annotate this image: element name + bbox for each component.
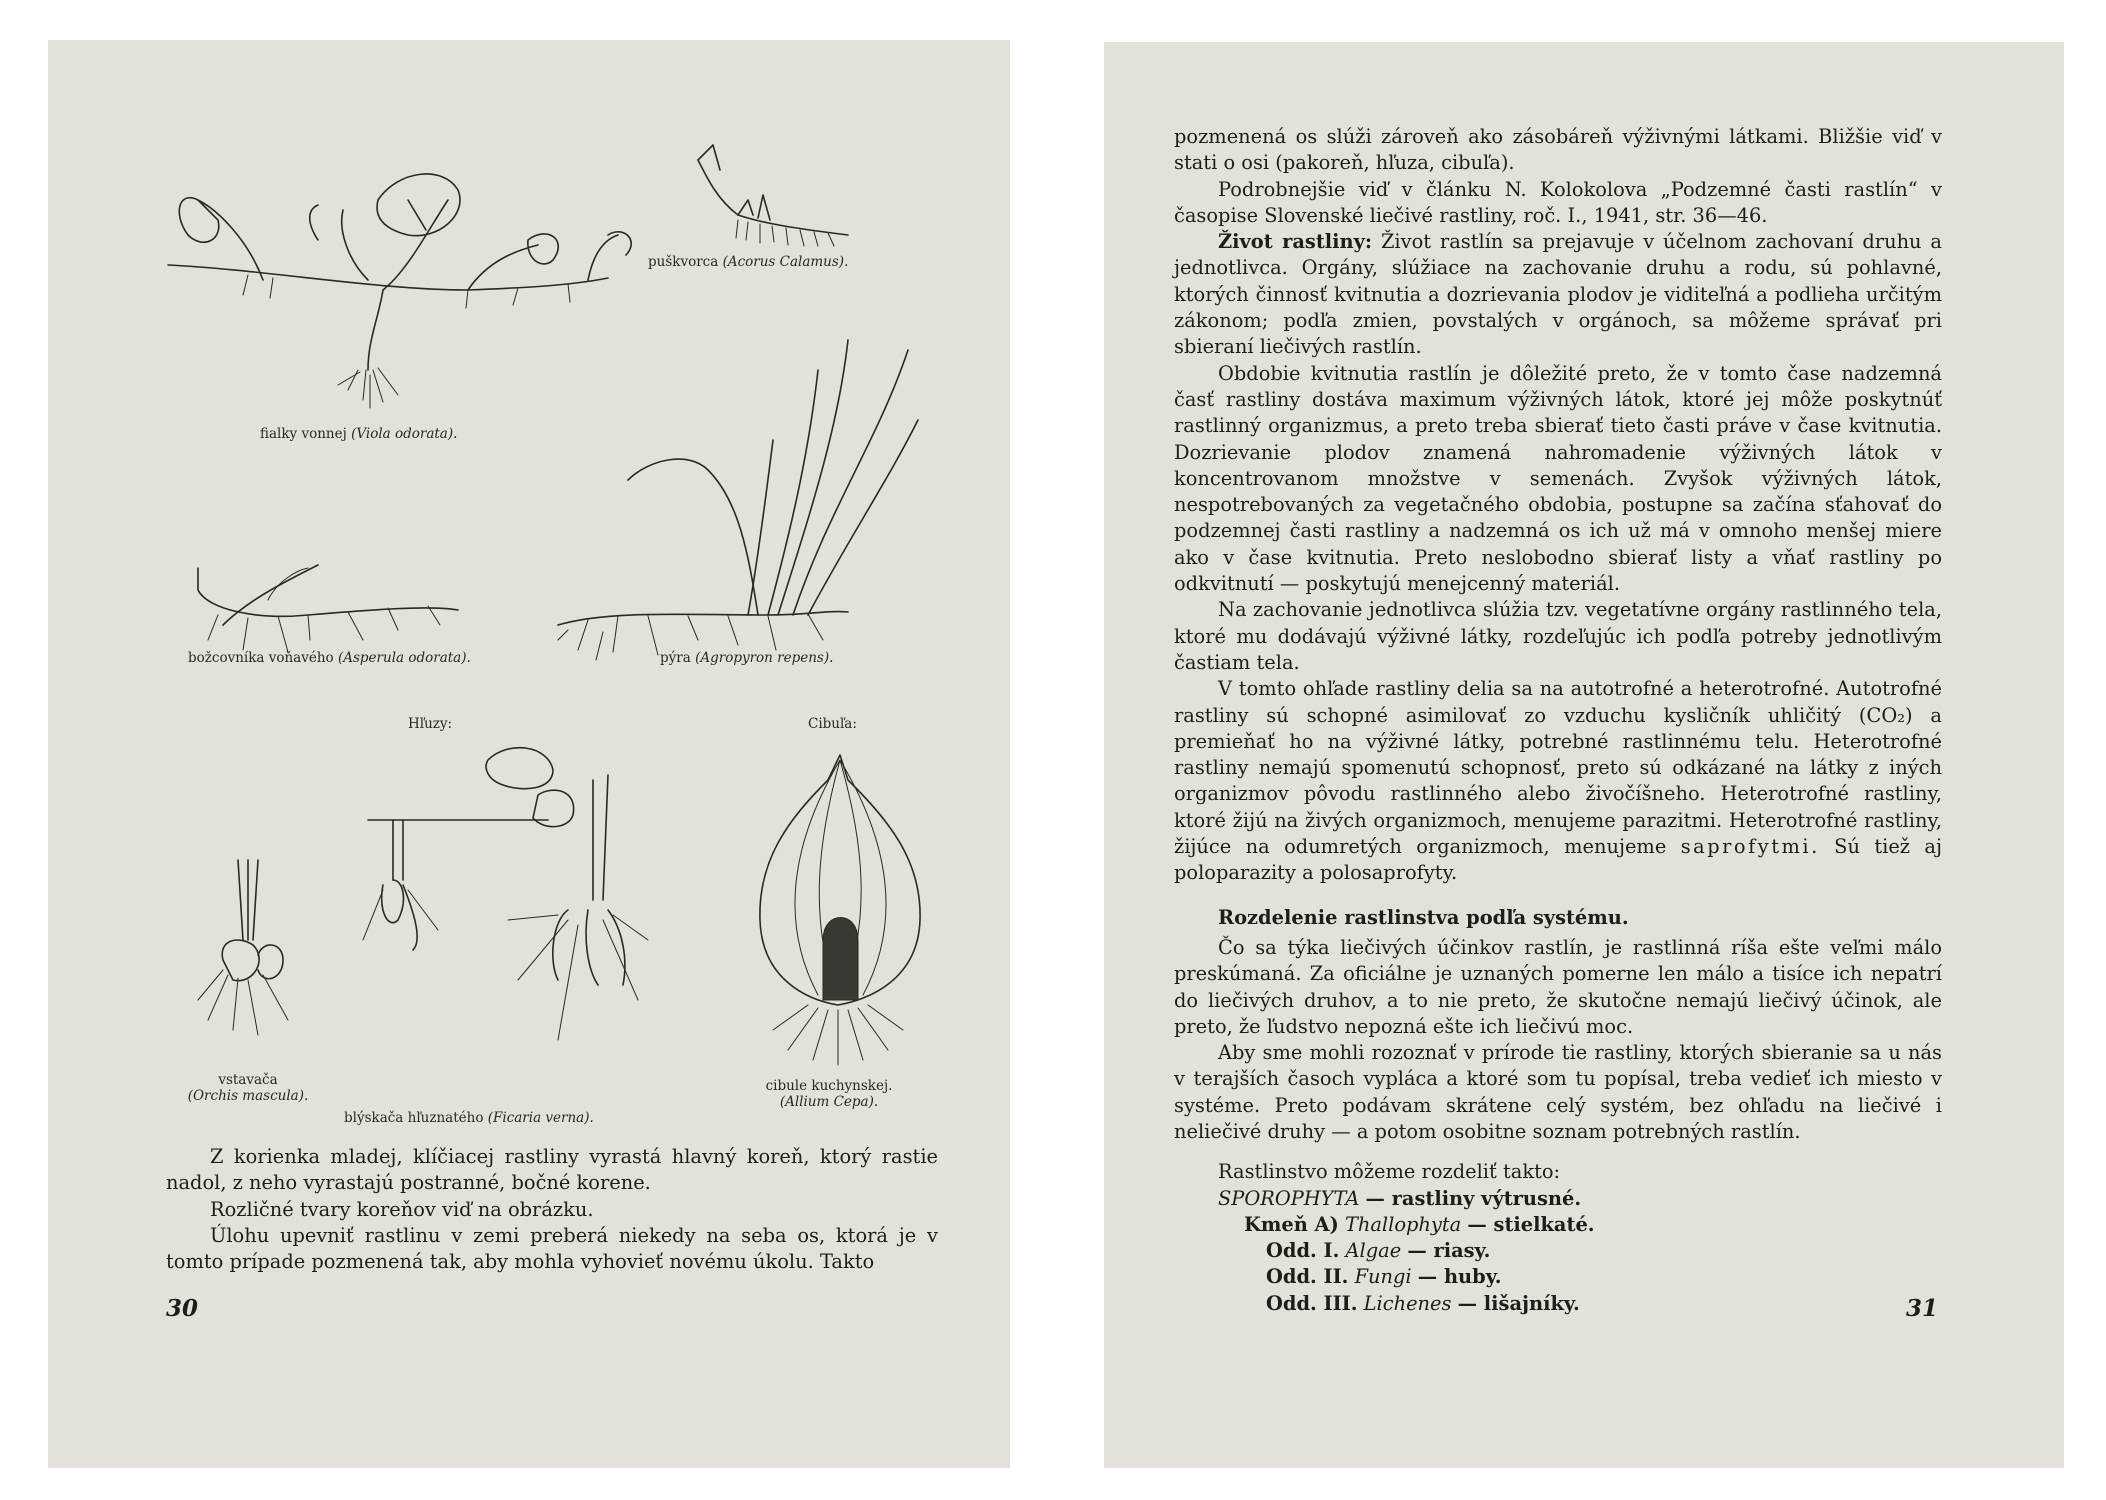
system-line-lichenes: Odd. III. Lichenes — lišajníky. <box>1266 1291 1580 1315</box>
ficaria-illustration <box>363 748 648 1040</box>
left-paragraph-1: Z korienka mladej, klíčiacej rastliny vyrastá hlavný koreň, ktorý rastie nadol, z neho vyrastajú postranné, bočné korene. <box>166 1145 938 1195</box>
page-number-left: 30 <box>166 1295 199 1322</box>
asperula-illustration <box>198 565 458 652</box>
right-paragraph-8: Aby sme mohli rozoznať v prírode tie rastliny, ktorých sbieranie sa u nás v terajších časoch vypláca a ktoré som tu popísal, treba vedieť ich miesto v systéme. Preto podávam skrátene celý systém, bez ohľadu na liečivé i neliečivé druhy — a potom osobitne soznam potrebných rastlín. <box>1174 1041 1942 1143</box>
caption-viola: fialky vonnej (Viola odorata). <box>260 426 458 442</box>
caption-tubers-heading: Hľuzy: <box>408 716 453 732</box>
left-body-text <box>166 1144 938 1275</box>
caption-orchis: vstavača (Orchis mascula). <box>187 1072 309 1104</box>
allium-illustration <box>760 755 920 1065</box>
acorus-illustration <box>698 145 848 246</box>
right-paragraph-3: Život rastliny: Život rastlín sa prejavuje v účelnom zachovaní druhu a jednotlivca. Orgány, slúžiace na zachovanie druhu a rodu, sú pohlavné, ktorých činnosť kvitnutia a dozrievania plodov je viditeľná a podlieha určitým zákonom; podľa zmien, povstalých v orgánoch, sa môžeme správať pri sbieraní liečivých rastlín. <box>1174 230 1942 359</box>
right-paragraph-9: Rastlinstvo môžeme rozdeliť takto: <box>1218 1160 1561 1184</box>
system-line-thallophyta: Kmeň A) Thallophyta — stielkaté. <box>1244 1212 1595 1236</box>
system-line-algae: Odd. I. Algae — riasy. <box>1266 1239 1491 1263</box>
viola-illustration <box>168 174 631 408</box>
left-paragraph-3: Úlohu upevniť rastlinu v zemi preberá niekedy na seba os, ktorá je v tomto prípade pozmenená tak, aby mohla vyhovieť novému úkolu. Takto <box>166 1223 938 1274</box>
caption-allium: cibule kuchynskej. (Allium Cepa). <box>765 1078 893 1110</box>
right-paragraph-2: Podrobnejšie viď v článku N. Kolokolova „Podzemné časti rastlín“ v časopise Slovenské liečivé rastliny, roč. I., 1941, str. 36—46. <box>1174 177 1942 227</box>
orchis-illustration <box>198 860 288 1035</box>
right-paragraph-4: Obdobie kvitnutia rastlín je dôležité preto, že v tomto čase nadzemná časť rastliny dostáva maximum výživných látok, ktoré jej môže poskytnúť rastlinný organizmus, a preto treba sbierať tieto časti práve v čase kvitnutia. Dozrievanie plodov znamená nahromadenie výživných látok v koncentrovanom množstve v semenách. Zvyšok výživných látok, nespotrebovaných za vegetačného obdobia, postupne sa začína sťahovať do podzemnej časti rastliny a nadzemná os ich už má v omnoho menšej miere ako v čase kvitnutia. Preto neslobodno sbierať listy a vňať rastliny po odkvitnutí — poskytujú menejcenný materiál. <box>1174 361 1942 596</box>
right-paragraph-7: Čo sa týka liečivých účinkov rastlín, je rastlinná ríša ešte veľmi málo preskúmaná. Za oficiálne je uznaných pomerne len málo a tisíce ich nepatrí do liečivých druhov, a to nie preto, že skutočne nemajú liečivý účinok, ale preto, že ľudstvo nepozná ešte ich liečivú moc. <box>1174 935 1942 1038</box>
caption-agropyron: pýra (Agropyron repens). <box>660 650 834 666</box>
system-line-sporophyta: SPOROPHYTA — rastliny výtrusné. <box>1218 1186 1582 1210</box>
life-of-plant-lead: Život rastliny: <box>1218 230 1373 254</box>
right-paragraph-6: V tomto ohľade rastliny delia sa na autotrofné a heterotrofné. Autotrofné rastliny sú schopné asimilovať zo vzduchu kysličník uhličitý (CO₂) a premieňať ho na výživné látky, potrebné rastlinnému telu. Heterotrofné rastliny nemajú spomenutú schopnosť, preto sú odkázané na látky z iných organizmov pôvodu rastlinného alebo živočíšneho. Heterotrofné rastliny, ktoré žijú na živých organizmoch, menujeme parazitmi. Heterotrofné rastliny, žijúce na odumretých organizmoch, menujeme saprofytmi. Sú tiež aj poloparazity a polosaprofyty. <box>1174 677 1942 885</box>
agropyron-illustration <box>558 340 918 660</box>
right-body-text <box>1174 124 1942 1317</box>
right-paragraph-5: Na zachovanie jednotlivca slúžia tzv. vegetatívne orgány rastlinného tela, ktoré mu dodávajú výživné látky, rozdeľujúc ich podľa potreby jednotlivým častiam tela. <box>1174 598 1942 674</box>
left-paragraph-2: Rozličné tvary koreňov viď na obrázku. <box>210 1197 594 1221</box>
page-number-right: 31 <box>1905 1295 1938 1322</box>
caption-asperula: božcovníka voňavého (Asperula odorata). <box>188 650 471 666</box>
right-paragraph-1: pozmenená os slúži zároveň ako zásobáreň výživnými látkami. Bližšie viď v stati o osi (pakoreň, hľuza, cibuľa). <box>1174 125 1942 175</box>
caption-bulb-heading: Cibuľa: <box>808 716 857 732</box>
right-page <box>1104 42 2064 1468</box>
caption-acorus: puškvorca (Acorus Calamus). <box>648 254 849 270</box>
left-page <box>48 40 1010 1468</box>
section-heading: Rozdelenie rastlinstva podľa systému. <box>1218 905 1629 929</box>
system-line-fungi: Odd. II. Fungi — huby. <box>1266 1265 1502 1289</box>
caption-ficaria: blýskača hľuznatého (Ficaria verna). <box>344 1110 594 1126</box>
